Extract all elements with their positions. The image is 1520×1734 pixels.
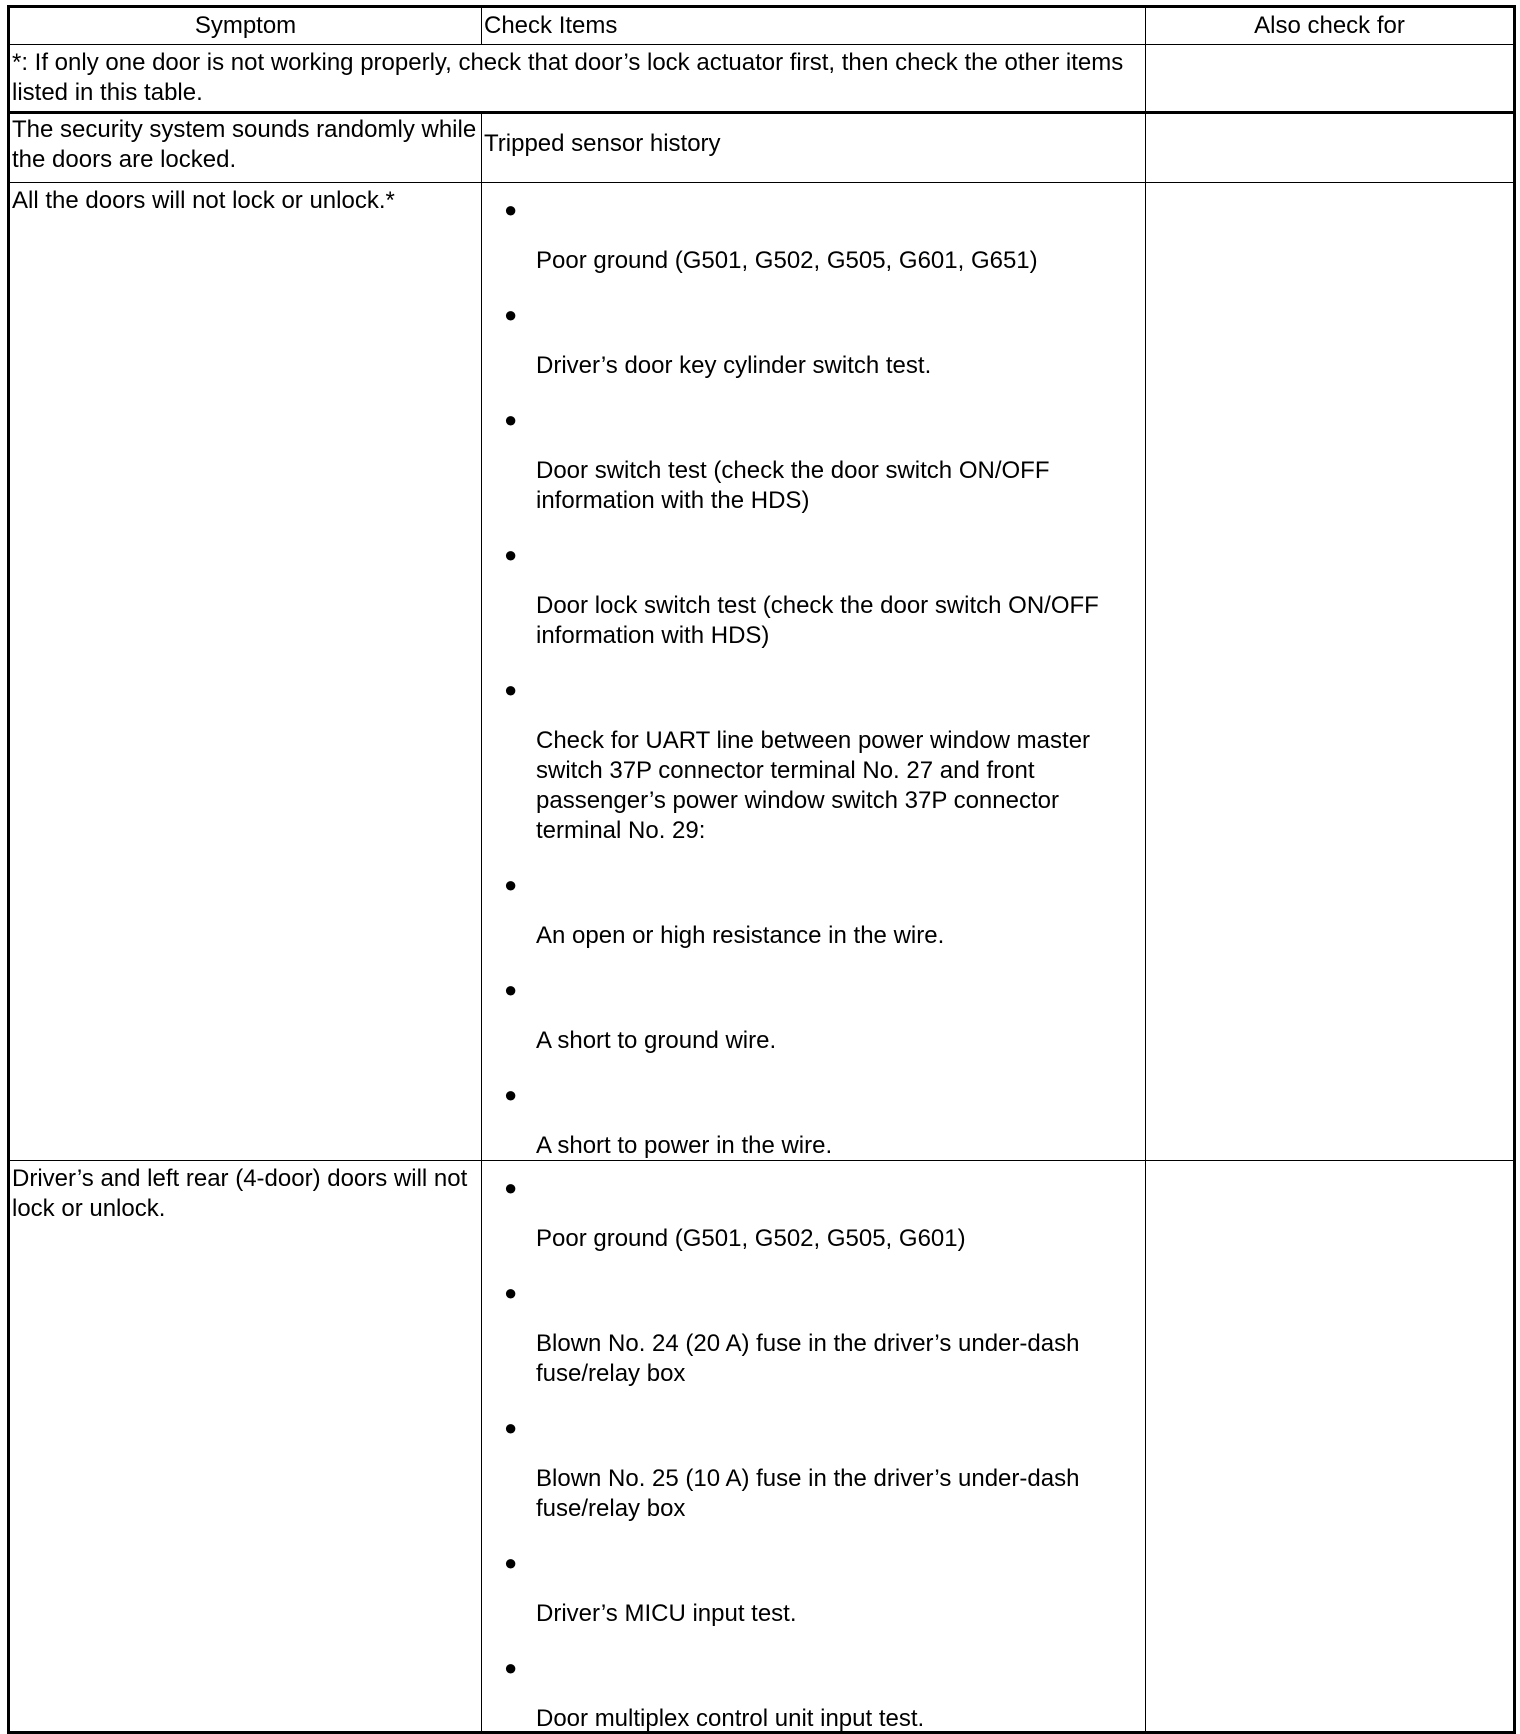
check-items-list	[484, 1169, 1143, 1731]
symptom-cell: Driver’s and left rear (4-door) doors will not lock or unlock.	[10, 1161, 482, 1731]
list-item	[484, 671, 1143, 846]
bullet-icon: ●	[504, 872, 518, 897]
also-check-cell	[1146, 183, 1513, 1160]
list-item	[484, 536, 1143, 651]
bullet-icon: ●	[504, 1280, 518, 1305]
bullet-icon: ●	[504, 677, 518, 702]
bullet-icon: ●	[504, 1550, 518, 1575]
list-item	[484, 191, 1143, 276]
list-item	[484, 866, 1143, 951]
check-item-text: Check for UART line between power window master switch 37P connector terminal No. 27 and front passenger’s power window switch 37P connector terminal No. 29:	[536, 727, 1091, 844]
bullet-icon: ●	[504, 197, 518, 222]
list-item	[484, 1544, 1143, 1629]
check-item-text: Driver’s door key cylinder switch test.	[536, 352, 932, 379]
list-item	[484, 1274, 1143, 1389]
check-item-text: Door lock switch test (check the door switch ON/OFF information with HDS)	[536, 592, 1099, 649]
bullet-icon: ●	[504, 1415, 518, 1440]
list-item	[484, 401, 1143, 516]
check-items-cell	[482, 1161, 1146, 1731]
bullet-icon: ●	[504, 407, 518, 432]
bullet-icon: ●	[504, 1082, 518, 1107]
note-also-check-cell	[1146, 45, 1513, 111]
check-item-text: Blown No. 25 (10 A) fuse in the driver’s under-dash fuse/relay box	[536, 1465, 1080, 1522]
table-header-row	[10, 8, 1513, 45]
bullet-icon: ●	[504, 1655, 518, 1680]
check-item-text: Door switch test (check the door switch ON/OFF information with the HDS)	[536, 457, 1050, 514]
check-items-cell	[482, 183, 1146, 1160]
symptom-cell: The security system sounds randomly while the doors are locked.	[10, 114, 482, 182]
list-item	[484, 1409, 1143, 1524]
header-also-check-for: Also check for	[1254, 12, 1405, 39]
check-item-text: Door multiplex control unit input test.	[536, 1705, 925, 1731]
troubleshooting-table	[7, 5, 1516, 1734]
list-item	[484, 1169, 1143, 1254]
list-item	[484, 971, 1143, 1056]
bullet-icon: ●	[504, 542, 518, 567]
check-item-text: Driver’s MICU input test.	[536, 1600, 797, 1627]
note-text: *: If only one door is not working properly, check that door’s lock actuator first, then check the other items listed in this table.	[10, 45, 1146, 111]
symptom-cell: All the doors will not lock or unlock.*	[10, 183, 482, 1160]
list-item	[484, 1076, 1143, 1161]
note-row	[10, 45, 1513, 114]
header-symptom: Symptom	[10, 8, 482, 44]
check-item-text: Poor ground (G501, G502, G505, G601)	[536, 1225, 966, 1252]
header-check-items: Check Items	[482, 8, 1146, 44]
check-items-list	[484, 191, 1143, 1161]
also-check-cell	[1146, 114, 1513, 182]
bullet-icon: ●	[504, 302, 518, 327]
check-item-text: Blown No. 24 (20 A) fuse in the driver’s under-dash fuse/relay box	[536, 1330, 1080, 1387]
check-item-text: A short to power in the wire.	[536, 1132, 833, 1159]
list-item	[484, 296, 1143, 381]
bullet-icon: ●	[504, 1175, 518, 1200]
check-item-text: A short to ground wire.	[536, 1027, 777, 1054]
table-row	[10, 1161, 1513, 1731]
check-item-cell: Tripped sensor history	[482, 114, 1146, 182]
bullet-icon: ●	[504, 977, 518, 1002]
check-item-text: Poor ground (G501, G502, G505, G601, G651)	[536, 247, 1038, 274]
table-row	[10, 183, 1513, 1161]
check-item-text: An open or high resistance in the wire.	[536, 922, 945, 949]
table-row	[10, 114, 1513, 183]
also-check-cell	[1146, 1161, 1513, 1731]
list-item	[484, 1649, 1143, 1731]
